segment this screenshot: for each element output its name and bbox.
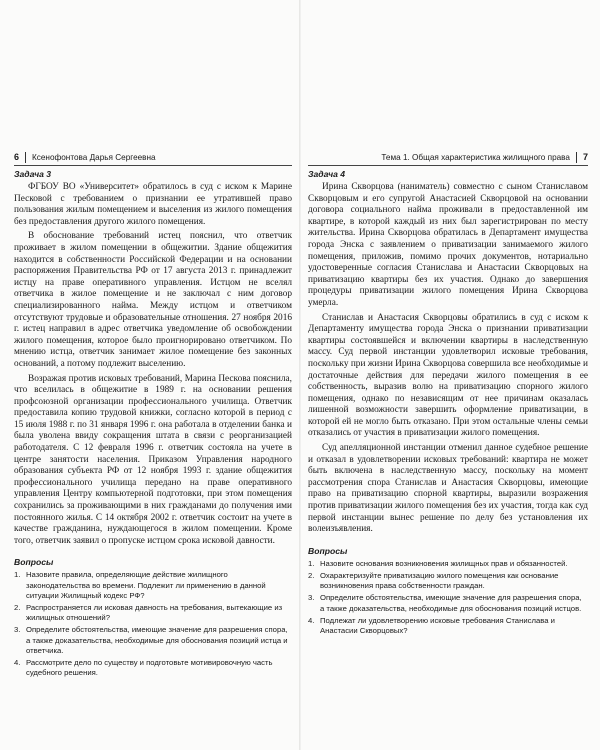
- question-text: Распространяется ли исковая давность на требования, вытекающие из жилищных отношений?: [26, 603, 283, 623]
- question-text: Назовите правила, определяющие действие жилищного законодательства во времени. Подлежит ли применению в данной ситуации Жилищный кодекс РФ?: [26, 570, 266, 600]
- right-running-head: [308, 150, 588, 164]
- question-number: 1.: [308, 558, 315, 568]
- question-number: 3.: [14, 625, 21, 635]
- task-4-paragraph: Ирина Скворцова (наниматель) совместно с сыном Станиславом Скворцовым и его супругой Анастасией Скворцовой на основании договора социального найма проживали в предоставленной им квартире, в которой каждый из них был зарегистрирован по месту жительства. Ирина Скворцова обратилась в Департамент имущества города Энска с заявлением о приватизации занимаемого жилого помещения, приложив, помимо прочих документов, нотариально удостоверенные согласия Станислава и Анастасии Скворцовых на приватизацию квартиры без их участия. Однако до завершения процедуры приватизации жилого помещения Ирина Скворцова умерла.: [308, 182, 588, 308]
- question-item: [14, 570, 292, 601]
- question-item: [14, 625, 292, 656]
- task-4-title: Задача 4: [308, 169, 346, 179]
- question-item: [308, 571, 588, 591]
- right-header-rule: [308, 165, 588, 166]
- task-3-paragraph: В обоснование требований истец пояснил, что ответчик проживает в жилом помещении в общежитии. Здание общежития находится в собственности Российской Федерации и на основании распоряжения Правительства РФ от 17 августа 2013 г. принадлежит истцу на праве оперативного управления. Истцом не вселял ответчика в жилое помещение и не заключал с ним договор специализированного найма. Между истцом и ответчиком отсутствуют трудовые и образовательные отношения. 27 ноября 2016 г. истец направил в адрес ответчика уведомление об освобождении жилого помещения, которое было проигнорировано ответчиком. По мнению истца, ответчик занимает жилое помещение без законных оснований, а потому подлежит выселению.: [14, 231, 292, 369]
- question-text: Определите обстоятельства, имеющие значение для разрешения спора, а также доказательства, необходимые для обоснования позиций истцов.: [320, 593, 582, 613]
- left-header-rule: [14, 165, 292, 166]
- task-4-questions-title: Вопросы: [308, 545, 348, 556]
- question-text: Назовите основания возникновения жилищных прав и обязанностей.: [320, 558, 568, 568]
- right-content: [308, 168, 588, 638]
- left-content: [14, 168, 292, 680]
- question-text: Охарактеризуйте приватизацию жилого помещения как основание возникновения права собственности граждан.: [320, 571, 559, 591]
- question-number: 1.: [14, 570, 21, 580]
- question-text: Рассмотрите дело по существу и подготовьте мотивировочную часть судебного решения.: [26, 658, 273, 678]
- task-3-paragraph: ФГБОУ ВО «Университет» обратилось в суд с иском к Марине Песковой с требованием о признании ее утратившей право пользования жилым помещением и выселения из жилого помещения без предоставления другого жилого помещения.: [14, 182, 292, 227]
- question-number: 2.: [14, 603, 21, 613]
- question-item: [308, 616, 588, 636]
- question-number: 2.: [308, 571, 315, 581]
- question-text: Подлежат ли удовлетворению исковые требования Станислава и Анастасии Скворцовых?: [320, 615, 555, 636]
- task-3-question-list: [14, 570, 292, 678]
- question-item: [308, 559, 588, 569]
- question-number: 4.: [14, 658, 21, 668]
- author-name: Ксенофонтова Дарья Сергеевна: [32, 152, 156, 162]
- question-number: 3.: [308, 593, 315, 603]
- task-4-paragraph: Суд апелляционной инстанции отменил данное судебное решение и отказал в удовлетворении исковых требований: квартира не может быть включена в наследственную массу, поскольку на момент рассмотрения спора Станислав и Анастасия Скворцовы, имеющие право на приватизацию спорной квартиры, выразили возражения против приватизации жилого помещения без их участия, тогда как суд первой инстанции вынес решение по делу без установления их волеизъявления.: [308, 443, 588, 535]
- task-3-paragraph: Возражая против исковых требований, Марина Пескова пояснила, что вселилась в общежитие в 1989 г. на основании решения профсоюзной организации профессионального училища. Ответчик предоставила копию трудовой книжки, согласно которой в период с 15 июля 1988 г. по 31 января 1996 г. она работала в отделении банка и была уволена ввиду сокращения штата в связи с реорганизацией работодателя. С 12 февраля 1996 г. ответчик состояла на учете в центре занятости населения. Приказом Управления народного образования субъекта РФ от 12 ноября 1993 г. здание общежития профессионального училища передано на праве оперативного управления Центру компьютерной подготовки, при этом помещения сохранились за проживающими в них гражданами до получения ими постоянного жилья. С 14 октября 2002 г. ответчик состоит на учете в качестве гражданина, нуждающегося в жилом помещении. Кроме того, ответчик заявил о пропуске истцом срока исковой давности.: [14, 373, 292, 546]
- right-page: [300, 0, 600, 750]
- question-number: 4.: [308, 615, 315, 625]
- right-page-number: 7: [582, 152, 588, 162]
- header-separator: [576, 152, 577, 163]
- question-item: [14, 603, 292, 623]
- task-4-question-list: [308, 559, 588, 636]
- section-title: Тема 1. Общая характеристика жилищного права: [381, 152, 570, 162]
- task-3-questions-title: Вопросы: [14, 557, 54, 568]
- question-text: Определите обстоятельства, имеющие значение для разрешения спора, а также доказательства, необходимые для обоснования позиций истца и ответчика.: [26, 625, 288, 655]
- left-page-number: 6: [14, 152, 20, 162]
- task-3-title: Задача 3: [14, 169, 52, 179]
- question-item: [308, 593, 588, 613]
- header-separator: [25, 152, 26, 163]
- left-running-head: [14, 150, 292, 164]
- question-item: [14, 658, 292, 678]
- task-4-paragraph: Станислав и Анастасия Скворцовы обратились в суд с иском к Департаменту имущества города Энска о признании приватизации квартиры состоявшейся и включении квартиры в наследственную массу. Суд первой инстанции удовлетворил исковые требования, поскольку при жизни Ирина Скворцова совершила все необходимые и достаточные действия для передачи жилого помещения в ее собственность, выразив волю на приватизацию спорного жилого помещения, однако по независящим от нее причинам оказалась лишенной возможности завершить оформление приватизации, в которой ей не могло быть отказано. При этом остальные члены семьи отказались от участия в приватизации жилого помещения.: [308, 312, 588, 439]
